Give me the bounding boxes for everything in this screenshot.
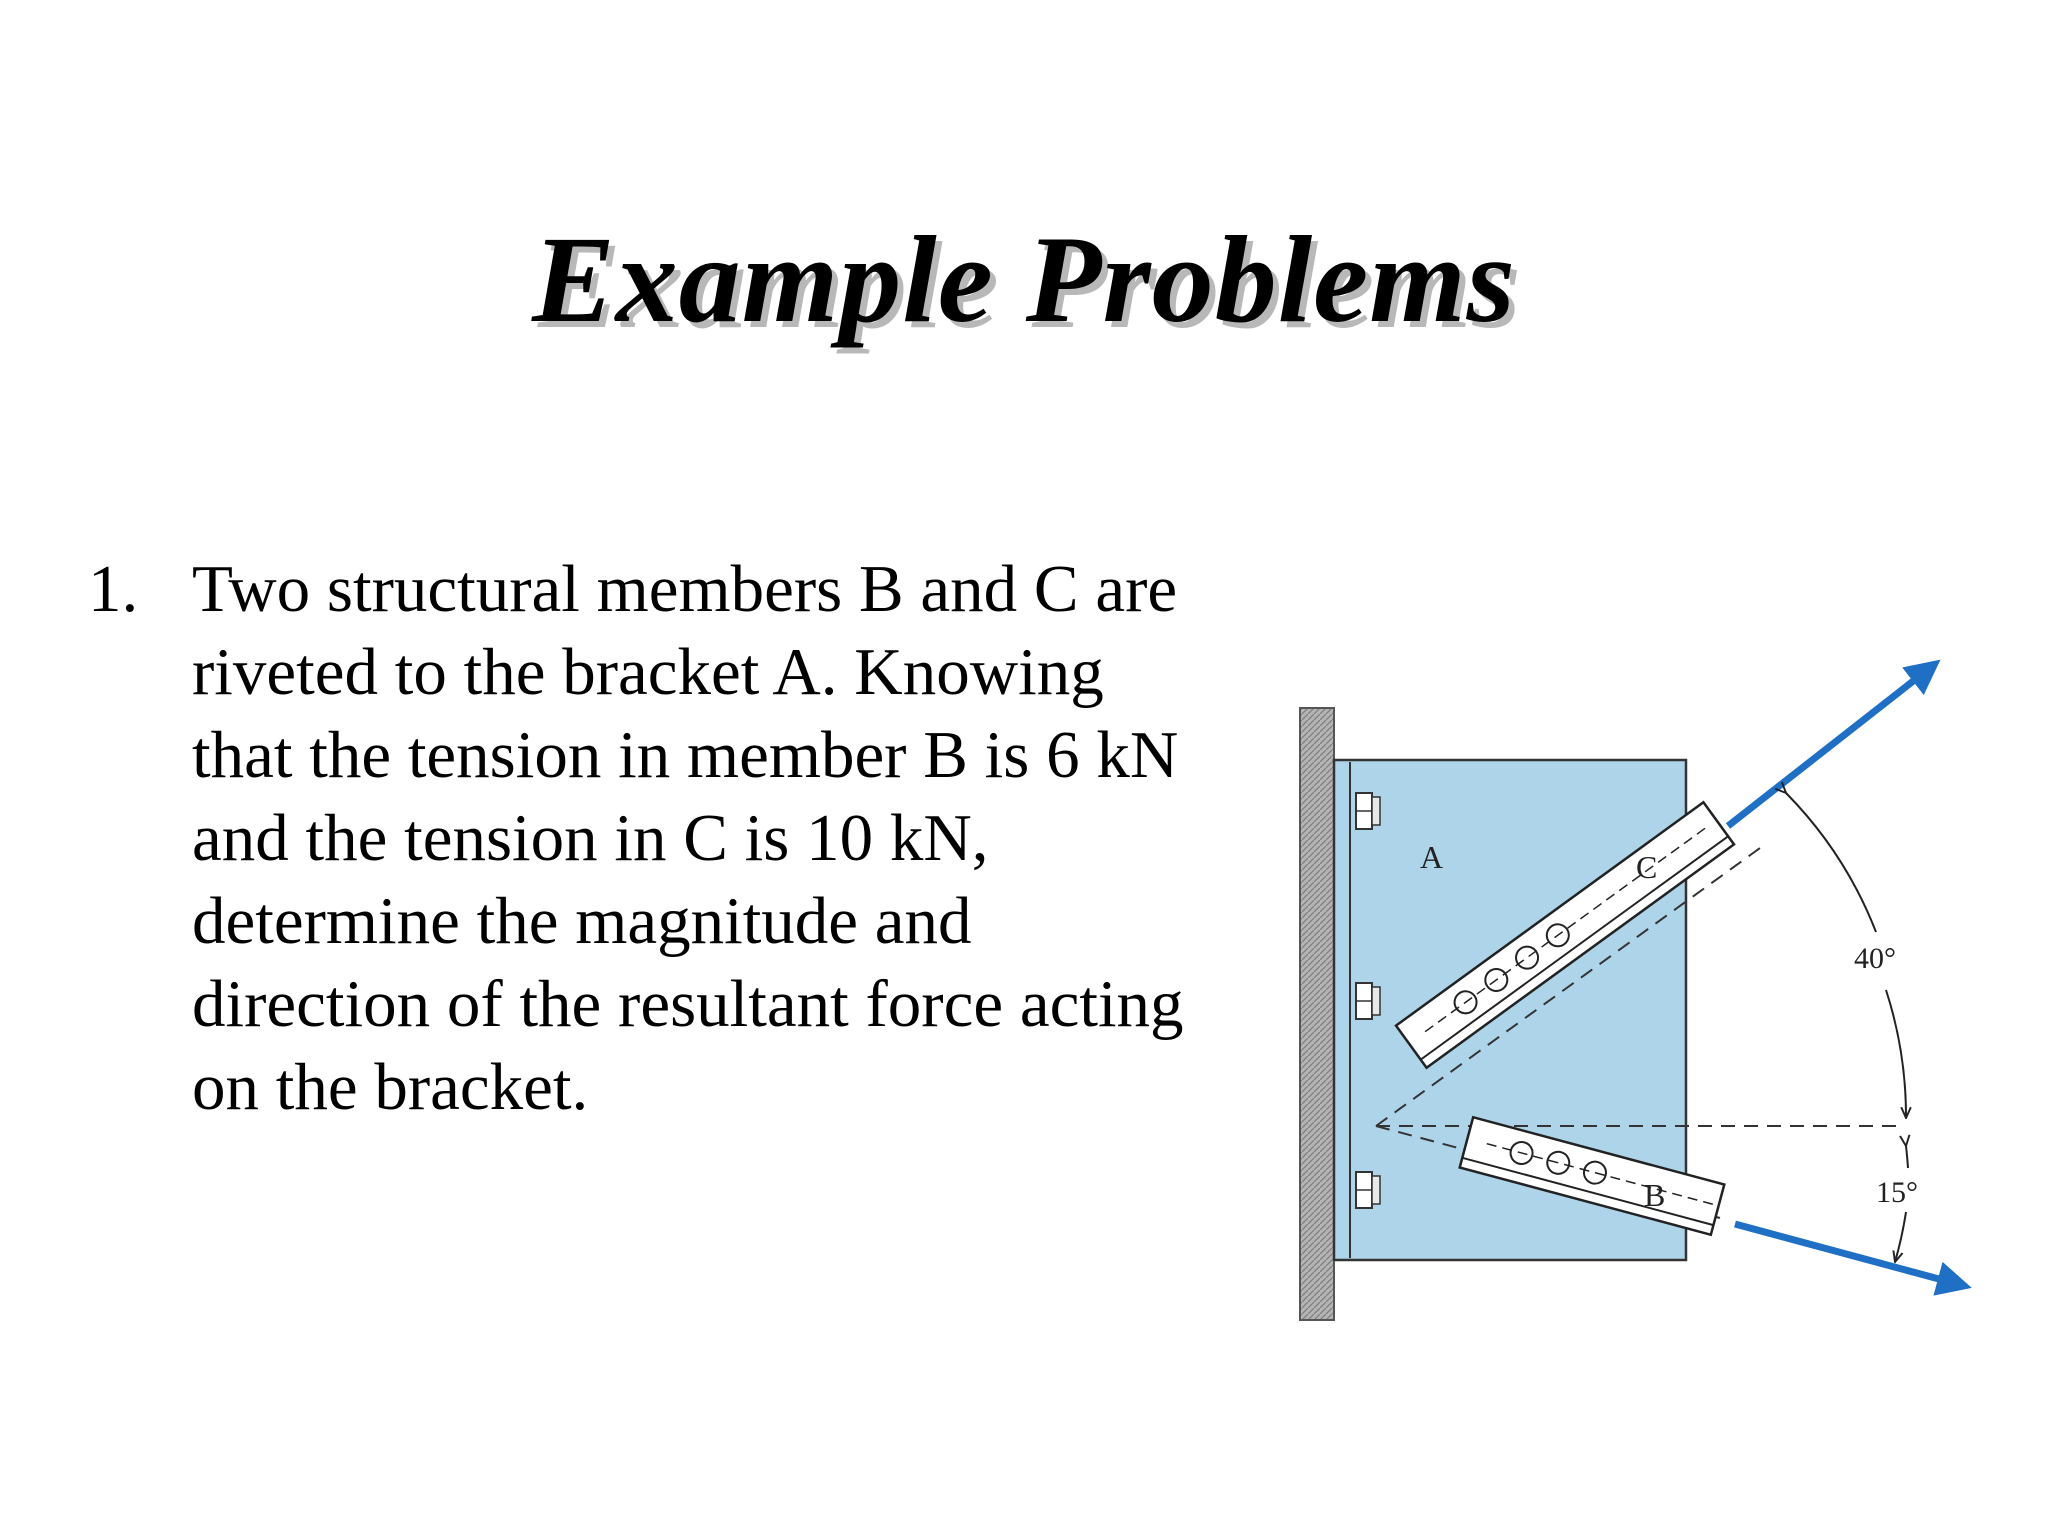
problem-line: riveted to the bracket A. Knowing (192, 635, 1104, 709)
slide-title: Example Problems (532, 211, 1516, 348)
problem-number: 1. (88, 552, 139, 626)
problem-line: that the tension in member B is 6 kN (192, 718, 1179, 792)
problem-text (192, 548, 1322, 1129)
problem-line: and the tension in C is 10 kN, (192, 801, 989, 875)
problem-line: direction of the resultant force acting (192, 967, 1184, 1041)
bolt (1356, 793, 1380, 829)
problem-line: on the bracket. (192, 1050, 589, 1124)
force-c-arrow (1728, 664, 1935, 826)
force-arrows (1728, 664, 1965, 1286)
label-c: C (1636, 849, 1658, 885)
force-b-arrow (1735, 1224, 1965, 1286)
angle-label-15: 15° (1876, 1176, 1918, 1209)
wall (1300, 708, 1334, 1320)
bolt (1356, 1172, 1380, 1208)
label-a: A (1420, 839, 1444, 875)
bolt (1356, 983, 1380, 1019)
bracket-diagram (1240, 505, 2030, 1365)
label-b: B (1644, 1177, 1666, 1213)
problem-line: Two structural members B and C are (192, 552, 1178, 626)
problem-line: determine the magnitude and (192, 884, 972, 958)
angle-label-40: 40° (1854, 942, 1896, 975)
bracket-figure (1240, 505, 2030, 1365)
